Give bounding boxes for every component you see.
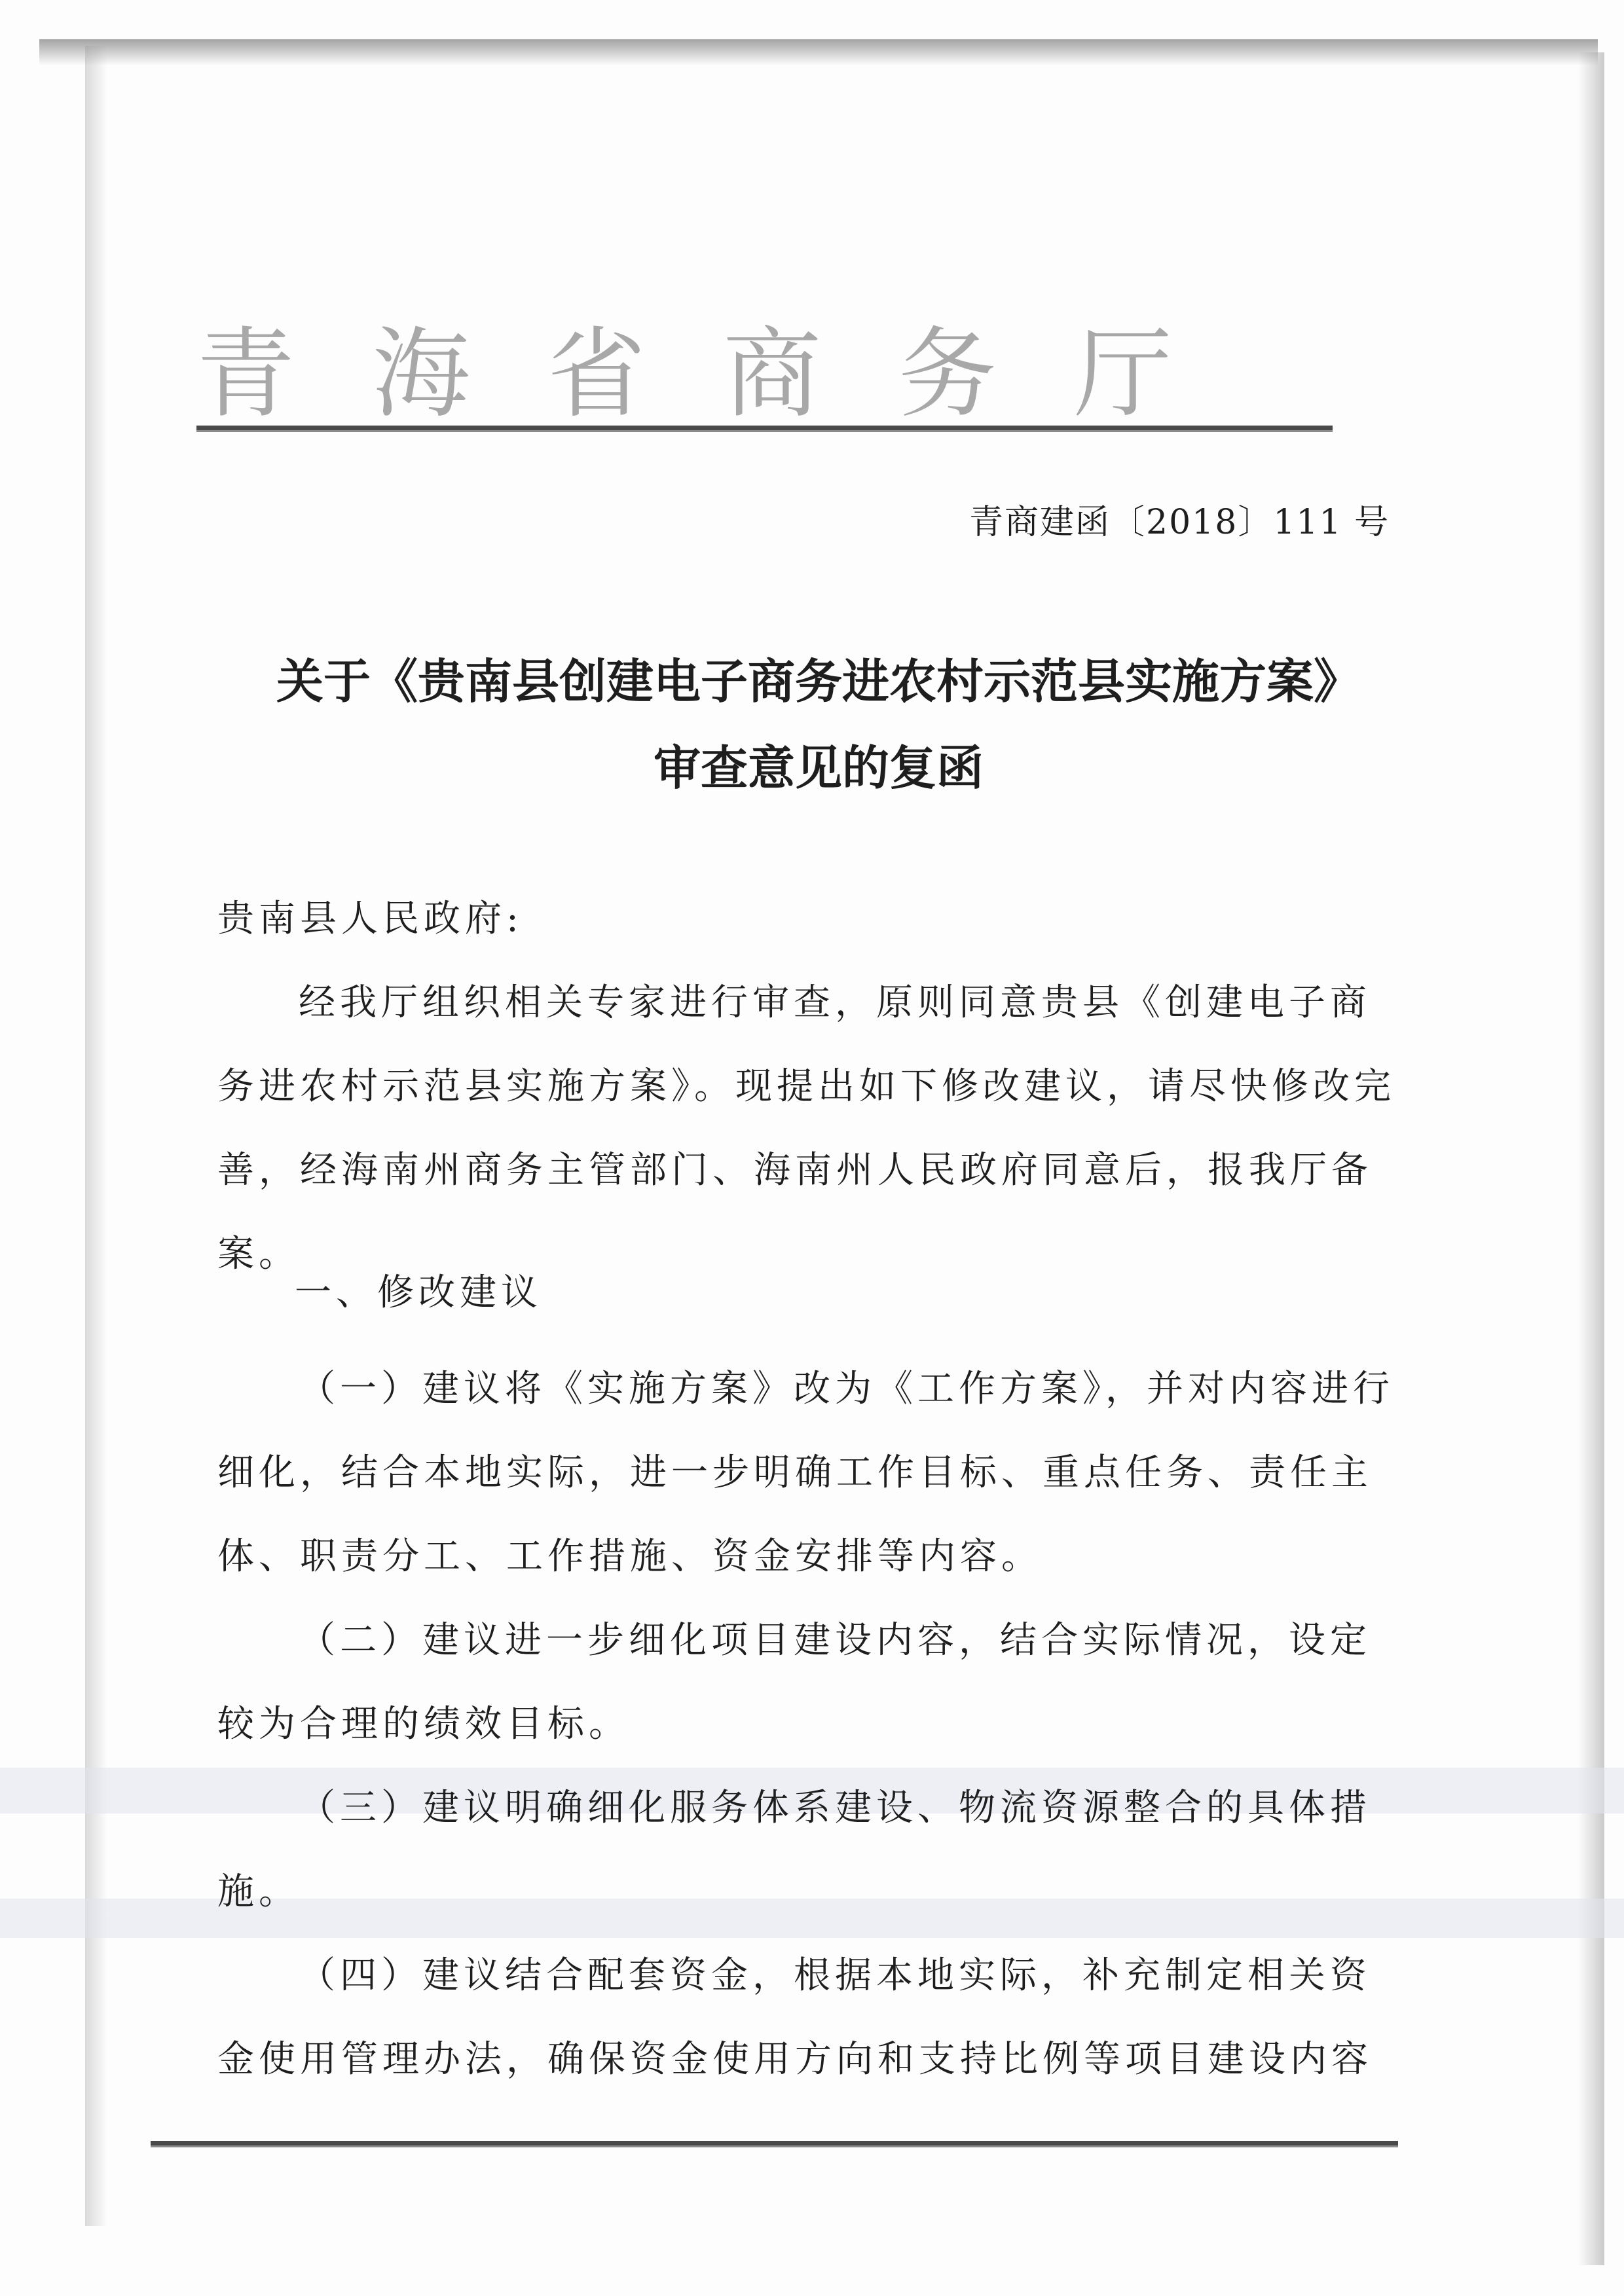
item-2-text: （二）建议进一步细化项目建设内容，结合实际情况，设定较为合理的绩效目标。 xyxy=(217,1619,1371,1745)
section-heading: 一、修改建议 xyxy=(295,1271,542,1314)
item-1 xyxy=(217,1347,1403,1599)
item-3 xyxy=(217,1766,1403,1934)
scan-shadow-top xyxy=(39,39,1598,65)
letterhead-agency: 青海省商务厅 xyxy=(196,318,1250,431)
document-title xyxy=(216,638,1421,811)
salutation: 贵南县人民政府: xyxy=(217,898,523,940)
footer-rule xyxy=(151,2141,1398,2147)
document-number: 青商建函〔2018〕111 号 xyxy=(969,503,1390,542)
intro-paragraph xyxy=(217,961,1403,1296)
item-2 xyxy=(217,1599,1403,1766)
item-3-text: （三）建议明确细化服务体系建设、物流资源整合的具体措施。 xyxy=(217,1787,1371,1913)
letterhead-rule xyxy=(196,426,1333,432)
item-4-text: （四）建议结合配套资金，根据本地实际，补充制定相关资金使用管理办法，确保资金使用方向和支持比例等项目建设内容 xyxy=(217,1954,1373,2081)
title-line-1: 关于《贵南县创建电子商务进农村示范县实施方案》 xyxy=(276,654,1361,709)
item-4 xyxy=(217,1934,1403,2102)
item-1-text: （一）建议将《实施方案》改为《工作方案》，并对内容进行细化，结合本地实际，进一步明确工作目标、重点任务、责任主体、职责分工、工作措施、资金安排等内容。 xyxy=(217,1368,1394,1578)
intro-text: 经我厅组织相关专家进行审查，原则同意贵县《创建电子商务进农村示范县实施方案》。现提出如下修改建议，请尽快修改完善，经海南州商务主管部门、海南州人民政府同意后，报我厅备案。 xyxy=(217,981,1395,1275)
title-line-2: 审查意见的复函 xyxy=(653,740,984,795)
